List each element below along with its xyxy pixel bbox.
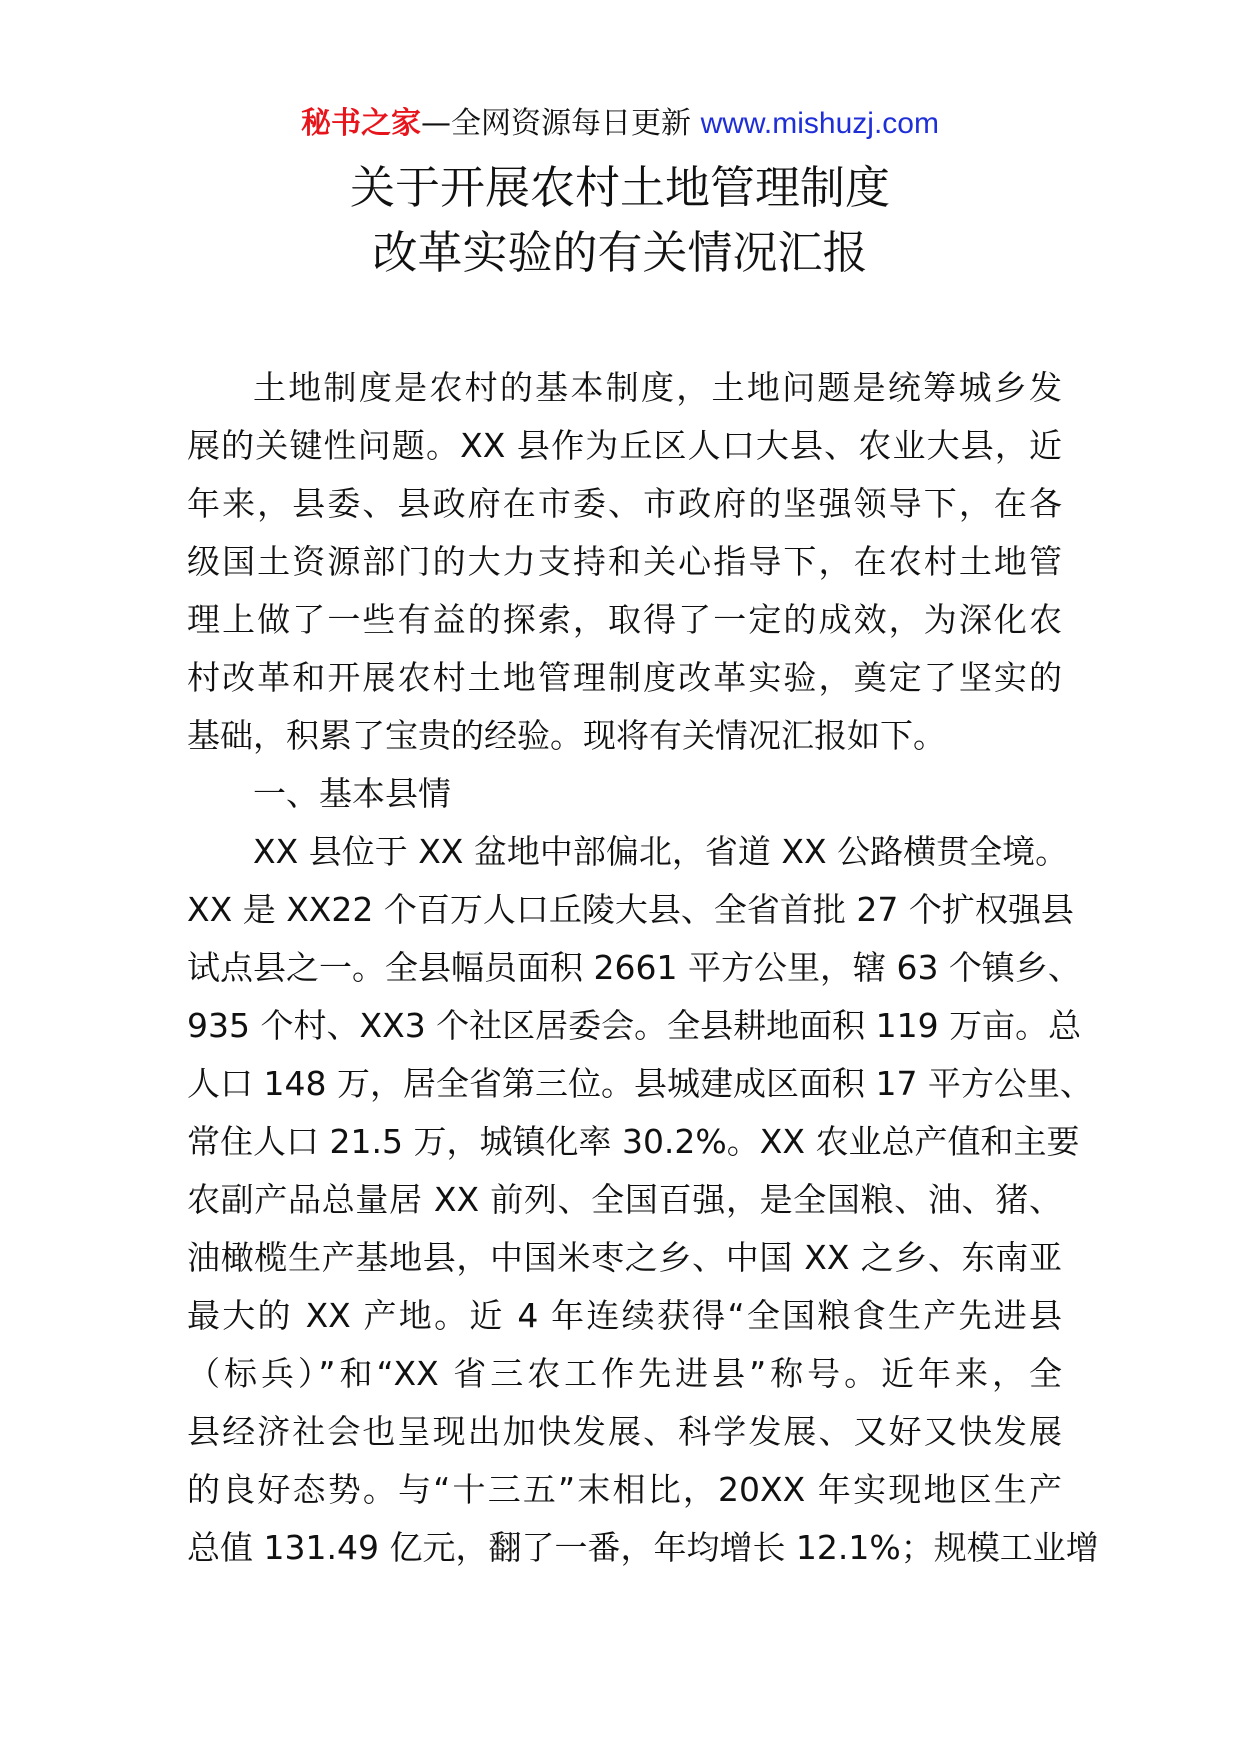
body-line: 村改革和开展农村土地管理制度改革实验，奠定了坚实的 — [187, 658, 1062, 697]
body-line: 试点县之一。全县幅员面积 2661 平方公里，辖 63 个镇乡、 — [187, 948, 1081, 987]
section-heading: 一、基本县情 — [253, 774, 451, 813]
body-line: 的良好态势。与“十三五”末相比，20XX 年实现地区生产 — [187, 1470, 1062, 1509]
body-line: 县经济社会也呈现出加快发展、科学发展、又好又快发展 — [187, 1412, 1062, 1451]
document-title-line-1: 关于开展农村土地管理制度 — [349, 161, 890, 214]
body-line: 农副产品总量居 XX 前列、全国百强，是全国粮、油、猪、 — [187, 1180, 1062, 1219]
body-line: 理上做了一些有益的探索，取得了一定的成效，为深化农 — [187, 600, 1062, 639]
document-title-line-2: 改革实验的有关情况汇报 — [372, 226, 868, 279]
brand-name: 秘书之家 — [301, 106, 422, 141]
body-line: 土地制度是农村的基本制度，土地问题是统筹城乡发 — [253, 368, 1062, 407]
body-line: （标兵）”和“XX 省三农工作先进县”称号。近年来，全 — [187, 1354, 1062, 1393]
body-line: XX 是 XX22 个百万人口丘陵大县、全省首批 27 个扩权强县 — [187, 890, 1074, 929]
body-line: 年来，县委、县政府在市委、市政府的坚强领导下，在各 — [187, 484, 1062, 523]
body-line: 展的关键性问题。XX 县作为丘区人口大县、农业大县，近 — [187, 426, 1062, 465]
body-line: 最大的 XX 产地。近 4 年连续获得“全国粮食生产先进县 — [187, 1296, 1062, 1335]
body-line: 级国土资源部门的大力支持和关心指导下，在农村土地管 — [187, 542, 1062, 581]
body-line: 常住人口 21.5 万，城镇化率 30.2%。XX 农业总产值和主要 — [187, 1122, 1080, 1161]
document-body — [187, 359, 1099, 1577]
body-line: 人口 148 万，居全省第三位。县城建成区面积 17 平方公里、 — [187, 1064, 1093, 1103]
site-url-link[interactable]: www.mishuzj.com — [700, 107, 939, 140]
body-line: 935 个村、XX3 个社区居委会。全县耕地面积 119 万亩。总 — [187, 1006, 1082, 1045]
body-line: XX 县位于 XX 盆地中部偏北，省道 XX 公路横贯全境。 — [253, 832, 1069, 871]
body-line: 基础，积累了宝贵的经验。现将有关情况汇报如下。 — [187, 716, 946, 755]
site-header — [0, 104, 1240, 144]
body-line: 油橄榄生产基地县，中国米枣之乡、中国 XX 之乡、东南亚 — [187, 1238, 1062, 1277]
header-slogan: —全网资源每日更新 — [421, 106, 701, 141]
body-line: 总值 131.49 亿元，翻了一番，年均增长 12.1%；规模工业增 — [187, 1528, 1099, 1567]
